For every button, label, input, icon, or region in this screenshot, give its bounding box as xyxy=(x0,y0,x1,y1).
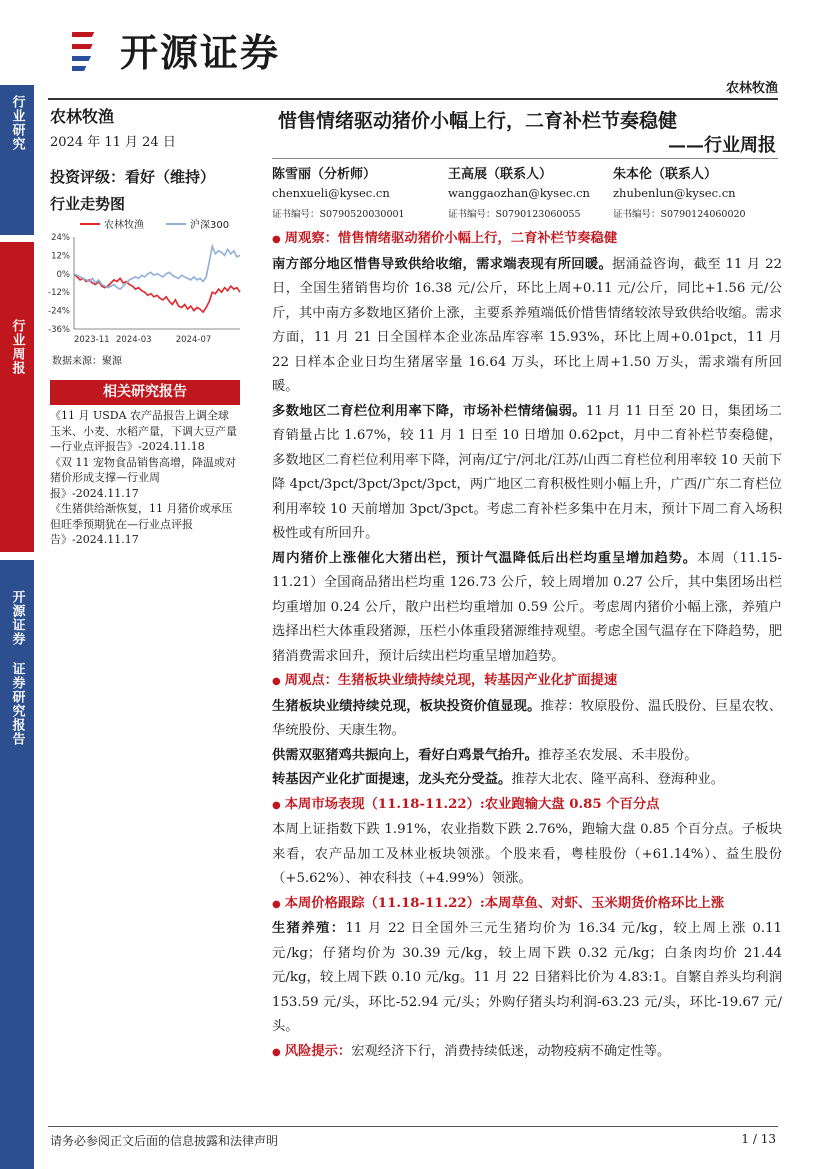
analyst-name: 王高展（联系人） xyxy=(448,167,553,182)
chart-source: 数据来源：聚源 xyxy=(52,356,122,367)
paragraph-lead: 供需双驱猪鸡共振向上，看好白鸡景气抬升。 xyxy=(272,747,538,763)
x-tick-label: 2023-11 xyxy=(74,335,110,345)
paragraph-text: 据涌益咨询，截至 11 月 22 日，全国生猪销售均价 16.38 元/公斤，环比上周+0.11 元/公斤，同比+1.56 元/公斤，其中南方多数地区猪价上涨，主要系养殖端低价惜售情绪较浓导致供给收缩。需求方面，11 月 21 日全国样本企业冻品库容率 15.93%，环比上周+0.01pct，11 月 22 日样本企业日均生猪屠宰量 16.64 万头，环比上周+1.50 万头，需求端有所回暖。 xyxy=(272,256,782,394)
y-tick-label: 0% xyxy=(56,269,70,280)
sidebar-band-firm xyxy=(0,560,34,1169)
related-report-item[interactable]: 《双 11 宠物食品销售高增，降温或对猪价形成支撑—行业周报》-2024.11.17 xyxy=(50,455,236,500)
bullet-icon: ● xyxy=(272,676,281,687)
report-title: 惜售情绪驱动猪价小幅上行，二育补栏节奏稳健 xyxy=(278,110,678,132)
sidebar-label-weekly: 行业周报 xyxy=(9,319,25,375)
header-divider xyxy=(48,98,778,100)
paragraph-text: 11 月 11 日至 20 日，集团场二育销量占比 1.67%，较 11 月 1 日至 10 日增加 0.62pct，月中二育补栏节奏稳健，多数地区二育栏位利用率下降，河南/辽宁/河北/江苏/山西二育栏位利用率较 10 天前下降 4pct/3pct/3pct/3pct/3pct，两广地区二育积极性则小幅上升，广西/广东二育栏位利用率较 10 天前增加 3pct/3pct。考虑二育补栏多集中在月末，预计下周二育入场积极性或有所回升。 xyxy=(272,403,782,541)
header-category: 农林牧渔 xyxy=(725,81,778,96)
x-tick-label: 2024-07 xyxy=(175,335,212,345)
section-heading: 周观察：惜售情绪驱动猪价小幅上行，二育补栏节奏稳健 xyxy=(284,231,618,246)
paragraph-text: 本周上证指数下跌 1.91%，农业指数下跌 2.76%，跑输大盘 0.85 个百分点。子板块来看，农产品加工及林业板块领涨。个股来看，粤桂股份（+61.14%）、益生股份（+5.62%）、神农科技（+4.99%）领涨。 xyxy=(272,822,782,886)
industry-name: 农林牧渔 xyxy=(50,107,115,126)
investment-rating: 投资评级：看好（维持） xyxy=(50,168,216,186)
legend-label: 沪深300 xyxy=(190,220,230,231)
bullet-icon: ● xyxy=(272,799,281,811)
title-divider xyxy=(272,158,778,159)
bullet-icon: ● xyxy=(272,898,281,910)
paragraph-text: 推荐圣农发展、禾丰股份。 xyxy=(537,747,698,763)
paragraph-text: 推荐大北农、隆平高科、登海种业。 xyxy=(511,772,725,787)
section-heading: 周观点：生猪板块业绩持续兑现，转基因产业化扩面提速 xyxy=(284,673,618,688)
paragraph-lead: 多数地区二育栏位利用率下降，市场补栏情绪偏弱。 xyxy=(272,403,586,419)
y-tick-label: 12% xyxy=(51,251,70,262)
analyst-name: 朱本伦（联系人） xyxy=(613,167,718,182)
paragraph-text: 宏观经济下行，消费持续低迷，动物疫病不确定性等。 xyxy=(351,1043,671,1059)
paragraph-text: 11 月 22 日全国外三元生猪均价为 16.34 元/kg，较上周上涨 0.11 元/kg；仔猪均价为 30.39 元/kg，较上周下跌 0.32 元/kg；白条肉均价 21.44 元/kg，较上周下跌 0.10 元/kg。11 月 22 日猪料比价为 4.83:1。自繁自养头均利润 153.59 元/头，环比-52.94 元/头；外购仔猪头均利润-63.23 元/头，环比-19.67 元/头。 xyxy=(272,921,783,1034)
related-report-item[interactable]: 《11 月 USDA 农产品报告上调全球玉米、小麦、水稻产量，下调大豆产量—行业点评报告》-2024.11.18 xyxy=(50,409,237,453)
trend-chart-title: 行业走势图 xyxy=(50,195,126,213)
section-heading: 本周市场表现（11.18-11.22）:农业跑输大盘 0.85 个百分点 xyxy=(284,796,660,812)
x-tick-label: 2024-03 xyxy=(116,335,152,345)
y-tick-label: -12% xyxy=(48,288,70,299)
y-tick-label: -36% xyxy=(48,325,70,335)
bullet-icon: ● xyxy=(272,1046,281,1058)
paragraph-lead: 南方部分地区惜售导致供给收缩，需求端表现有所回暖。 xyxy=(272,256,613,272)
related-reports-title: 相关研究报告 xyxy=(50,380,240,405)
report-date: 2024 年 11 月 24 日 xyxy=(50,135,176,150)
sidebar-band-research xyxy=(0,85,34,235)
report-body xyxy=(272,227,782,1065)
report-subtitle: ——行业周报 xyxy=(668,135,776,156)
legend-label: 农林牧渔 xyxy=(104,220,144,231)
sidebar-label-research: 行业研究 xyxy=(9,94,25,151)
related-report-item[interactable]: 《生猪供给渐恢复，11 月猪价或承压但旺季预期犹在—行业点评报告》-2024.11.17 xyxy=(50,502,233,546)
section-heading: 本周价格跟踪（11.18-11.22）:本周草鱼、对虾、玉米期货价格环比上涨 xyxy=(284,895,725,911)
analyst-2 xyxy=(448,163,590,220)
analyst-cert: 证书编号：S0790520030001 xyxy=(272,209,405,220)
paragraph-text: 本周（11.15-11.21）全国商品猪出栏均重 126.73 公斤，较上周增加 0.27 公斤，其中集团场出栏均重增加 0.24 公斤，散户出栏均重增加 0.59 公斤。考虑周内猪价小幅上涨，养殖户选择出栏大体重段猪源，压栏小体重段猪源维持观望。考虑全国气温存在下降趋势，肥猪消费需求回升，预计后续出栏均重呈增加趋势。 xyxy=(272,550,783,664)
sidebar-band-weekly xyxy=(0,242,34,552)
analyst-email[interactable]: chenxueli@kysec.cn xyxy=(272,186,390,200)
section-heading: 风险提示： xyxy=(284,1043,352,1059)
paragraph-text: 推荐：牧原股份、温氏股份、巨星农牧、华统股份、天康生物。 xyxy=(272,698,783,738)
y-tick-label: -24% xyxy=(48,306,70,317)
analyst-email[interactable]: zhubenlun@kysec.cn xyxy=(613,186,736,200)
paragraph-lead: 生猪养殖： xyxy=(272,921,346,936)
footer-disclaimer[interactable]: 请务必参阅正文后面的信息披露和法律声明 xyxy=(50,1134,279,1148)
analyst-cert: 证书编号：S0790123060055 xyxy=(448,209,581,220)
analyst-email[interactable]: wanggaozhan@kysec.cn xyxy=(448,186,590,200)
trend-chart xyxy=(44,215,244,355)
paragraph-lead: 生猪板块业绩持续兑现，板块投资价值显现。 xyxy=(272,698,541,714)
bullet-icon: ● xyxy=(272,234,281,245)
y-tick-label: 24% xyxy=(51,233,70,243)
footer-divider xyxy=(48,1126,778,1127)
analyst-3 xyxy=(613,163,746,220)
paragraph-lead: 周内猪价上涨催化大猪出栏，预计气温降低后出栏均重呈增加趋势。 xyxy=(272,550,697,566)
company-name: 开源证券 xyxy=(120,31,281,75)
left-column xyxy=(50,104,240,214)
sidebar-label-firm: 开源证券 证券研究报告 xyxy=(9,590,25,746)
paragraph-lead: 转基因产业化扩面提速，龙头充分受益。 xyxy=(272,772,512,787)
analyst-name: 陈雪丽（分析师） xyxy=(272,167,377,182)
related-reports-list xyxy=(50,408,240,548)
analyst-cert: 证书编号：S0790124060020 xyxy=(613,209,746,220)
page-number: 1 / 13 xyxy=(741,1132,776,1146)
analyst-1 xyxy=(272,163,405,220)
